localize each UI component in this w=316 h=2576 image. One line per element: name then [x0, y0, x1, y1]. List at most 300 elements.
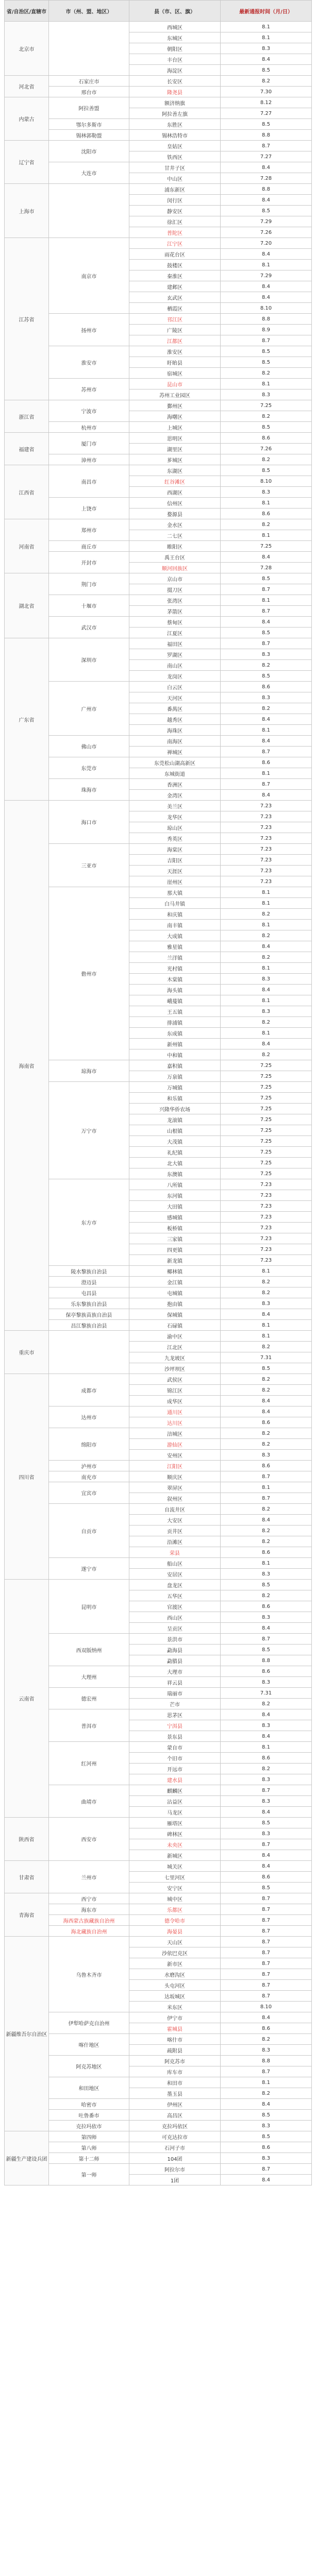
- city-cell: 苏州市: [49, 379, 129, 400]
- date-cell: 8.4: [221, 736, 312, 747]
- date-cell: 8.2: [221, 1277, 312, 1287]
- county-cell: 板桥镇: [129, 1223, 221, 1233]
- date-cell: 8.3: [221, 2153, 312, 2164]
- city-cell: 漳州市: [49, 454, 129, 465]
- date-cell: 8.4: [221, 1039, 312, 1049]
- date-cell: 8.2: [221, 1374, 312, 1385]
- date-cell: 8.2: [221, 76, 312, 87]
- date-cell: 7.28: [221, 563, 312, 573]
- date-cell: 8.3: [221, 1569, 312, 1580]
- date-cell: 8.1: [221, 530, 312, 541]
- date-cell: 8.1: [221, 1482, 312, 1493]
- city-cell: 泸州市: [49, 1461, 129, 1471]
- county-cell: 芒市: [129, 1699, 221, 1709]
- county-cell: 湖里区: [129, 444, 221, 454]
- city-cell: 武汉市: [49, 617, 129, 638]
- county-cell: 排浦镇: [129, 1017, 221, 1028]
- county-cell: 鼓楼区: [129, 260, 221, 270]
- county-cell: 水磨沟区: [129, 1969, 221, 1980]
- county-cell: 安居区: [129, 1569, 221, 1580]
- county-cell: 天河区: [129, 692, 221, 703]
- date-cell: 8.1: [221, 1331, 312, 1342]
- date-cell: 8.7: [221, 779, 312, 790]
- date-cell: 7.25: [221, 1147, 312, 1158]
- table-row: [5, 454, 312, 465]
- county-cell: 石碌镇: [129, 1320, 221, 1331]
- date-cell: 8.7: [221, 1969, 312, 1980]
- date-cell: 7.25: [221, 1114, 312, 1125]
- county-cell: 芗城区: [129, 454, 221, 465]
- date-cell: 8.2: [221, 2034, 312, 2045]
- province-cell: 广东省: [5, 638, 49, 801]
- table-row: [5, 346, 312, 357]
- date-cell: 8.4: [221, 714, 312, 725]
- city-cell: 大连市: [49, 162, 129, 184]
- county-cell: 沙坪坝区: [129, 1363, 221, 1374]
- county-cell: 兰洋镇: [129, 952, 221, 963]
- city-cell: 西双版纳州: [49, 1634, 129, 1666]
- table-row: [5, 1558, 312, 1569]
- table-row: [5, 1709, 312, 1720]
- table-row: [5, 162, 312, 173]
- county-cell: 西山区: [129, 1612, 221, 1623]
- city-cell: 广州市: [49, 682, 129, 736]
- date-cell: 8.3: [221, 1006, 312, 1017]
- province-cell: 浙江省: [5, 400, 49, 433]
- county-cell: 崖州区: [129, 876, 221, 887]
- county-cell: 渝中区: [129, 1331, 221, 1342]
- date-cell: 8.5: [221, 357, 312, 368]
- date-cell: 8.4: [221, 249, 312, 260]
- city-cell: 宁波市: [49, 400, 129, 422]
- county-cell: 栖霞区: [129, 303, 221, 314]
- county-cell: 东城街道: [129, 768, 221, 779]
- date-cell: 8.4: [221, 195, 312, 206]
- date-cell: 8.5: [221, 65, 312, 76]
- date-cell: 8.5: [221, 119, 312, 130]
- table-row: [5, 1320, 312, 1331]
- city-cell: 锡林郭勒盟: [49, 130, 129, 141]
- date-cell: 8.3: [221, 487, 312, 498]
- county-cell: 蔡甸区: [129, 617, 221, 628]
- date-cell: 7.31: [221, 1688, 312, 1699]
- city-cell: 海北藏族自治州: [49, 1926, 129, 1937]
- county-cell: 大安区: [129, 1515, 221, 1526]
- county-cell: 通川区: [129, 1406, 221, 1417]
- county-cell: 万城镇: [129, 1082, 221, 1093]
- date-cell: 7.25: [221, 1082, 312, 1093]
- province-cell: 江西省: [5, 465, 49, 519]
- city-cell: 自贡市: [49, 1504, 129, 1558]
- province-cell: 河南省: [5, 519, 49, 573]
- table-row: [5, 22, 312, 32]
- date-cell: 8.3: [221, 974, 312, 985]
- county-cell: 七里河区: [129, 1872, 221, 1883]
- table-row: [5, 2012, 312, 2023]
- city-cell: 南京市: [49, 238, 129, 314]
- table-row: [5, 87, 312, 97]
- county-cell: 皇姑区: [129, 141, 221, 151]
- county-cell: 鄞州区: [129, 400, 221, 411]
- county-cell: 东城区: [129, 32, 221, 43]
- county-cell: 勐海县: [129, 1645, 221, 1655]
- county-cell: 南丰镇: [129, 920, 221, 930]
- county-cell: 白马井镇: [129, 898, 221, 909]
- city-cell: 澄迈县: [49, 1277, 129, 1287]
- date-cell: 8.5: [221, 2131, 312, 2142]
- county-cell: 顺河回族区: [129, 563, 221, 573]
- date-cell: 8.3: [221, 1612, 312, 1623]
- date-cell: 8.2: [221, 930, 312, 941]
- date-cell: 8.2: [221, 1764, 312, 1774]
- city-cell: 三亚市: [49, 844, 129, 887]
- county-cell: 雅星镇: [129, 941, 221, 952]
- date-cell: 8.2: [221, 368, 312, 379]
- date-cell: 7.25: [221, 400, 312, 411]
- date-cell: 8.3: [221, 43, 312, 54]
- city-cell: 杭州市: [49, 422, 129, 433]
- county-cell: 安宁区: [129, 1883, 221, 1893]
- county-cell: 白云区: [129, 682, 221, 692]
- county-cell: 龙华区: [129, 811, 221, 822]
- date-cell: 8.1: [221, 768, 312, 779]
- date-cell: 8.6: [221, 1547, 312, 1558]
- date-cell: 8.1: [221, 887, 312, 898]
- table-row: [5, 1504, 312, 1515]
- date-cell: 7.23: [221, 1201, 312, 1212]
- table-header-row: [5, 1, 312, 22]
- county-cell: 阿克苏市: [129, 2056, 221, 2066]
- date-cell: 7.23: [221, 822, 312, 833]
- date-cell: 7.20: [221, 238, 312, 249]
- date-cell: 8.5: [221, 1645, 312, 1655]
- table-row: [5, 2153, 312, 2164]
- date-cell: 8.7: [221, 1991, 312, 2002]
- county-cell: 库车市: [129, 2066, 221, 2077]
- table-row: [5, 801, 312, 811]
- county-cell: 朝阳区: [129, 43, 221, 54]
- county-cell: 自流井区: [129, 1504, 221, 1515]
- date-cell: 7.25: [221, 1125, 312, 1136]
- county-cell: 兴隆华侨农场: [129, 1104, 221, 1114]
- province-cell: 云南省: [5, 1580, 49, 1818]
- county-cell: 昆山市: [129, 379, 221, 389]
- county-cell: 伊州区: [129, 2099, 221, 2110]
- city-cell: 阿克苏地区: [49, 2056, 129, 2077]
- county-cell: 信州区: [129, 498, 221, 509]
- date-cell: 8.3: [221, 1450, 312, 1461]
- county-cell: 北大镇: [129, 1158, 221, 1168]
- date-cell: 8.2: [221, 1536, 312, 1547]
- table-row: [5, 1266, 312, 1277]
- county-cell: 海头镇: [129, 985, 221, 995]
- date-cell: 7.23: [221, 833, 312, 844]
- county-cell: 吉阳区: [129, 855, 221, 866]
- county-cell: 海淀区: [129, 65, 221, 76]
- county-cell: 104团: [129, 2153, 221, 2164]
- county-cell: 美兰区: [129, 801, 221, 811]
- county-cell: 江阳区: [129, 1461, 221, 1471]
- county-cell: 木棠镇: [129, 974, 221, 985]
- county-cell: 东莞松山湖高新区: [129, 757, 221, 768]
- date-cell: 8.2: [221, 1699, 312, 1709]
- date-cell: 8.4: [221, 1396, 312, 1406]
- county-cell: 玄武区: [129, 292, 221, 303]
- county-cell: 大成镇: [129, 930, 221, 941]
- city-cell: 克拉玛依市: [49, 2121, 129, 2131]
- date-cell: 7.25: [221, 1071, 312, 1082]
- date-cell: 8.2: [221, 1504, 312, 1515]
- city-cell: 大理州: [49, 1666, 129, 1688]
- table-row: [5, 617, 312, 628]
- county-cell: 船山区: [129, 1558, 221, 1569]
- county-cell: 闵行区: [129, 195, 221, 206]
- county-cell: 大理市: [129, 1666, 221, 1677]
- date-cell: 8.7: [221, 1915, 312, 1926]
- county-cell: 克拉玛依区: [129, 2121, 221, 2131]
- county-cell: 头屯河区: [129, 1980, 221, 1991]
- county-cell: 锡林浩特市: [129, 130, 221, 141]
- date-cell: 7.25: [221, 1136, 312, 1147]
- city-cell: 绵阳市: [49, 1428, 129, 1461]
- county-cell: 感城镇: [129, 1212, 221, 1223]
- date-cell: 7.23: [221, 844, 312, 855]
- city-cell: 厦门市: [49, 433, 129, 454]
- county-cell: 盘龙区: [129, 1580, 221, 1590]
- date-cell: 8.7: [221, 1926, 312, 1937]
- county-cell: 二七区: [129, 530, 221, 541]
- county-cell: 江都区: [129, 335, 221, 346]
- date-cell: 8.7: [221, 1839, 312, 1850]
- date-cell: 7.23: [221, 1223, 312, 1233]
- city-cell: 南充市: [49, 1471, 129, 1482]
- date-cell: 7.27: [221, 151, 312, 162]
- county-cell: 石河子市: [129, 2142, 221, 2153]
- county-cell: 马龙区: [129, 1807, 221, 1818]
- county-cell: 邗江区: [129, 314, 221, 325]
- table-row: [5, 2110, 312, 2121]
- date-cell: 8.2: [221, 1526, 312, 1536]
- county-cell: 东胜区: [129, 119, 221, 130]
- city-cell: 遂宁市: [49, 1558, 129, 1580]
- county-cell: 金江镇: [129, 1277, 221, 1287]
- table-row: [5, 1926, 312, 1937]
- county-cell: 三家镇: [129, 1233, 221, 1244]
- county-cell: 江北区: [129, 1342, 221, 1352]
- table-row: [5, 1785, 312, 1796]
- city-cell: 第四师: [49, 2131, 129, 2142]
- county-cell: 景东县: [129, 1731, 221, 1742]
- table-row: [5, 1277, 312, 1287]
- county-cell: 未央区: [129, 1839, 221, 1850]
- date-cell: 8.2: [221, 454, 312, 465]
- county-cell: 那大镇: [129, 887, 221, 898]
- city-cell: 宜宾市: [49, 1482, 129, 1504]
- table-row: [5, 1287, 312, 1298]
- date-cell: 8.7: [221, 141, 312, 151]
- county-cell: 南海区: [129, 736, 221, 747]
- date-cell: 7.26: [221, 444, 312, 454]
- date-cell: 8.7: [221, 606, 312, 617]
- county-cell: 隆尧县: [129, 87, 221, 97]
- date-cell: 8.5: [221, 2110, 312, 2121]
- date-cell: 7.23: [221, 876, 312, 887]
- county-cell: 米东区: [129, 2002, 221, 2012]
- city-cell: 乐东黎族自治县: [49, 1298, 129, 1309]
- date-cell: 7.25: [221, 541, 312, 552]
- date-cell: 8.3: [221, 1796, 312, 1807]
- date-cell: 8.1: [221, 920, 312, 930]
- province-cell: 湖北省: [5, 573, 49, 638]
- city-cell: 第八师: [49, 2142, 129, 2153]
- date-cell: 8.2: [221, 660, 312, 671]
- table-row: [5, 238, 312, 249]
- table-row: [5, 1461, 312, 1471]
- county-cell: 达坂城区: [129, 1991, 221, 2002]
- date-cell: 8.1: [221, 379, 312, 389]
- province-cell: 福建省: [5, 433, 49, 465]
- table-row: [5, 552, 312, 563]
- date-cell: 8.5: [221, 671, 312, 682]
- table-row: [5, 1861, 312, 1872]
- county-cell: 静安区: [129, 206, 221, 216]
- date-cell: 8.1: [221, 32, 312, 43]
- county-cell: 个旧市: [129, 1753, 221, 1764]
- date-cell: 8.7: [221, 1937, 312, 1947]
- county-cell: 大茂镇: [129, 1136, 221, 1147]
- table-row: [5, 1331, 312, 1342]
- date-cell: 8.5: [221, 573, 312, 584]
- city-cell: 珠海市: [49, 779, 129, 801]
- table-row: [5, 2142, 312, 2153]
- date-cell: 8.4: [221, 1623, 312, 1634]
- date-cell: 8.2: [221, 1049, 312, 1060]
- county-cell: 京山市: [129, 573, 221, 584]
- county-cell: 西湖区: [129, 487, 221, 498]
- city-cell: 海西蒙古族藏族自治州: [49, 1915, 129, 1926]
- city-cell: 南昌市: [49, 465, 129, 498]
- table-row: [5, 1060, 312, 1071]
- date-cell: 8.1: [221, 2077, 312, 2088]
- county-cell: 雁塔区: [129, 1818, 221, 1828]
- county-cell: 西城区: [129, 22, 221, 32]
- county-cell: 福田区: [129, 638, 221, 649]
- table-row: [5, 76, 312, 87]
- table-row: [5, 573, 312, 584]
- date-cell: 8.6: [221, 757, 312, 768]
- date-cell: 8.8: [221, 130, 312, 141]
- county-cell: 长安区: [129, 76, 221, 87]
- county-cell: 海珠区: [129, 725, 221, 736]
- city-cell: 哈密市: [49, 2099, 129, 2110]
- county-cell: 东成镇: [129, 1028, 221, 1039]
- date-cell: 8.10: [221, 476, 312, 487]
- county-cell: 可克达拉市: [129, 2131, 221, 2142]
- table-row: [5, 2131, 312, 2142]
- table-row: [5, 844, 312, 855]
- risk-area-table: [4, 0, 312, 2185]
- date-cell: 8.2: [221, 1017, 312, 1028]
- date-cell: 8.9: [221, 325, 312, 335]
- table-row: [5, 1634, 312, 1645]
- county-cell: 海棠区: [129, 844, 221, 855]
- city-cell: 保亭黎族苗族自治县: [49, 1309, 129, 1320]
- county-cell: 四更镇: [129, 1244, 221, 1255]
- province-cell: 北京市: [5, 22, 49, 76]
- date-cell: 8.6: [221, 433, 312, 444]
- date-cell: 8.4: [221, 552, 312, 563]
- table-row: [5, 1937, 312, 1947]
- date-cell: 8.3: [221, 692, 312, 703]
- table-row: [5, 2077, 312, 2088]
- date-cell: 8.4: [221, 1709, 312, 1720]
- county-cell: 新市区: [129, 1958, 221, 1969]
- table-row: [5, 595, 312, 606]
- table-row: [5, 736, 312, 747]
- date-cell: 8.8: [221, 184, 312, 195]
- city-cell: 昌江黎族自治县: [49, 1320, 129, 1331]
- table-row: [5, 638, 312, 649]
- city-cell: 十堰市: [49, 595, 129, 617]
- table-row: [5, 1742, 312, 1753]
- date-cell: 8.3: [221, 1774, 312, 1785]
- county-cell: 保城镇: [129, 1309, 221, 1320]
- county-cell: 甘井子区: [129, 162, 221, 173]
- province-cell: 上海市: [5, 184, 49, 238]
- date-cell: 8.7: [221, 1893, 312, 1904]
- city-cell: 鄂尔多斯市: [49, 119, 129, 130]
- county-cell: 广陵区: [129, 325, 221, 335]
- date-cell: 8.4: [221, 2099, 312, 2110]
- county-cell: 景洪市: [129, 1634, 221, 1645]
- county-cell: 东湖区: [129, 465, 221, 476]
- county-cell: 铁西区: [129, 151, 221, 162]
- city-cell: [49, 22, 129, 76]
- city-cell: 商丘市: [49, 541, 129, 552]
- table-row: [5, 1179, 312, 1190]
- date-cell: 8.2: [221, 1342, 312, 1352]
- table-row: [5, 119, 312, 130]
- date-cell: 8.2: [221, 519, 312, 530]
- date-cell: 8.7: [221, 2164, 312, 2175]
- date-cell: 8.4: [221, 1406, 312, 1417]
- date-cell: 7.23: [221, 1190, 312, 1201]
- county-cell: 天山区: [129, 1937, 221, 1947]
- county-cell: 瑞丽市: [129, 1688, 221, 1699]
- county-cell: 禅城区: [129, 747, 221, 757]
- header-county: 县（市、区、旗）: [129, 1, 221, 22]
- date-cell: 7.31: [221, 1352, 312, 1363]
- county-cell: 建水县: [129, 1774, 221, 1785]
- city-cell: 琼海市: [49, 1060, 129, 1082]
- table-row: [5, 130, 312, 141]
- county-cell: 碑林区: [129, 1828, 221, 1839]
- date-cell: 8.2: [221, 1590, 312, 1601]
- date-cell: 8.4: [221, 2012, 312, 2023]
- date-cell: 8.4: [221, 1515, 312, 1526]
- table-row: [5, 1406, 312, 1417]
- date-cell: 8.7: [221, 638, 312, 649]
- city-cell: 第一师: [49, 2164, 129, 2185]
- table-row: [5, 97, 312, 108]
- table-row: [5, 1688, 312, 1699]
- city-cell: 曲靖市: [49, 1785, 129, 1818]
- county-cell: 东澳镇: [129, 1168, 221, 1179]
- table-row: [5, 184, 312, 195]
- county-cell: 和乐镇: [129, 1093, 221, 1104]
- county-cell: 丰台区: [129, 54, 221, 65]
- province-cell: 四川省: [5, 1374, 49, 1580]
